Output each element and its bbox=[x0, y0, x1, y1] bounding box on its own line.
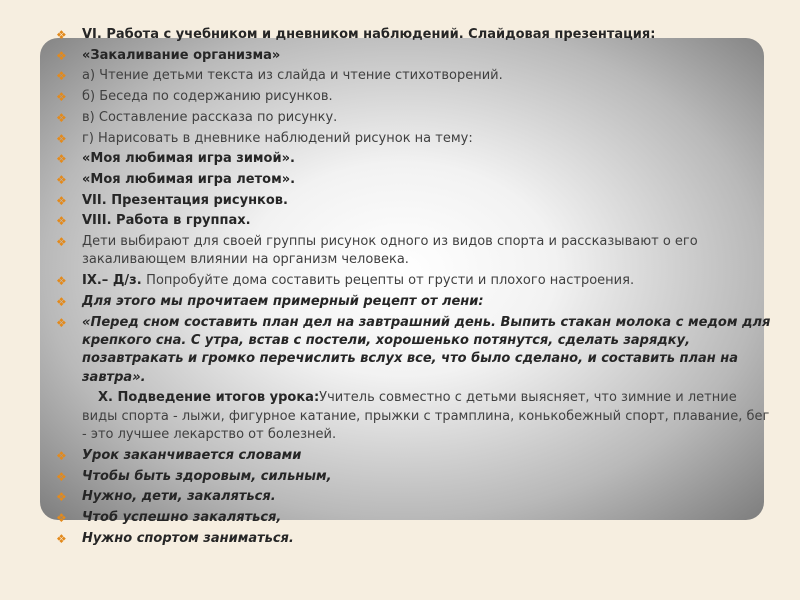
bullet-icon: ❖ bbox=[56, 448, 67, 463]
line-heading-vi: ❖ VI. Работа с учебником и дневником наблюдений. Слайдовая презентация: bbox=[56, 26, 776, 44]
line-summer: ❖ «Моя любимая игра летом». bbox=[56, 171, 776, 189]
poem-line-3: ❖ Чтоб успешно закаляться, bbox=[56, 509, 776, 527]
bullet-icon: ❖ bbox=[56, 469, 67, 484]
line-a: ❖ а) Чтение детьми текста из слайда и чтение стихотворений. bbox=[56, 67, 776, 85]
line-groups: ❖ Дети выбирают для своей группы рисунок одного из видов спорта и рассказывают о его закаливающем влиянии на организм человека. bbox=[56, 234, 698, 268]
bullet-icon: ❖ bbox=[56, 90, 67, 105]
line-recipe: ❖ «Перед сном составить план дел на завтрашний день. Выпить стакан молока с медом для крепкого сна. С утра, встав с постели, хорошенько потянутся, сделать зарядку, позавтракать и громко перечислить вслух все, что было сделано, и составить план на завтра». bbox=[56, 314, 771, 385]
bullet-icon: ❖ bbox=[56, 294, 67, 309]
line-b: ❖ б) Беседа по содержанию рисунков. bbox=[56, 88, 776, 106]
line-heading-x: X. Подведение итогов урока:Учитель совместно с детьми выясняет, что зимние и летние виды спорта - лыжи, фигурное катание, прыжки с трамплина, конькобежный спорт, плавание, бег - это лучшее лекарство от болезней. bbox=[82, 390, 770, 443]
bullet-icon: ❖ bbox=[56, 315, 67, 330]
bullet-icon: ❖ bbox=[56, 152, 67, 167]
line-recipe-intro: ❖ Для этого мы прочитаем примерный рецепт от лени: bbox=[56, 293, 776, 311]
bullet-icon: ❖ bbox=[56, 172, 67, 187]
line-heading-ix: ❖ IX.– Д/з. Попробуйте дома составить рецепты от грусти и плохого настроения. bbox=[56, 272, 776, 290]
bullet-icon: ❖ bbox=[56, 490, 67, 505]
bullet-icon: ❖ bbox=[56, 131, 67, 146]
line-topic: ❖ «Закаливание организма» bbox=[56, 47, 776, 65]
line-heading-vii: ❖ VII. Презентация рисунков. bbox=[56, 192, 776, 210]
bullet-icon: ❖ bbox=[56, 274, 67, 289]
line-g: ❖ г) Нарисовать в дневнике наблюдений рисунок на тему: bbox=[56, 130, 776, 148]
bullet-icon: ❖ bbox=[56, 214, 67, 229]
bullet-icon: ❖ bbox=[56, 69, 67, 84]
bullet-icon: ❖ bbox=[56, 110, 67, 125]
poem-line-2: ❖ Нужно, дети, закаляться. bbox=[56, 488, 776, 506]
bullet-icon: ❖ bbox=[56, 48, 67, 63]
bullet-icon: ❖ bbox=[56, 28, 67, 42]
bullet-icon: ❖ bbox=[56, 511, 67, 526]
bullet-icon: ❖ bbox=[56, 193, 67, 208]
poem-line-4: ❖ Нужно спортом заниматься. bbox=[56, 530, 776, 548]
bullet-icon: ❖ bbox=[56, 235, 67, 250]
line-closing: ❖ Урок заканчивается словами bbox=[56, 447, 776, 465]
poem-line-1: ❖ Чтобы быть здоровым, сильным, bbox=[56, 468, 776, 486]
line-v: ❖ в) Составление рассказа по рисунку. bbox=[56, 109, 776, 127]
bullet-icon: ❖ bbox=[56, 531, 67, 546]
line-winter: ❖ «Моя любимая игра зимой». bbox=[56, 150, 776, 168]
slide-text-list bbox=[56, 26, 776, 551]
line-heading-viii: ❖ VIII. Работа в группах. bbox=[56, 212, 776, 230]
